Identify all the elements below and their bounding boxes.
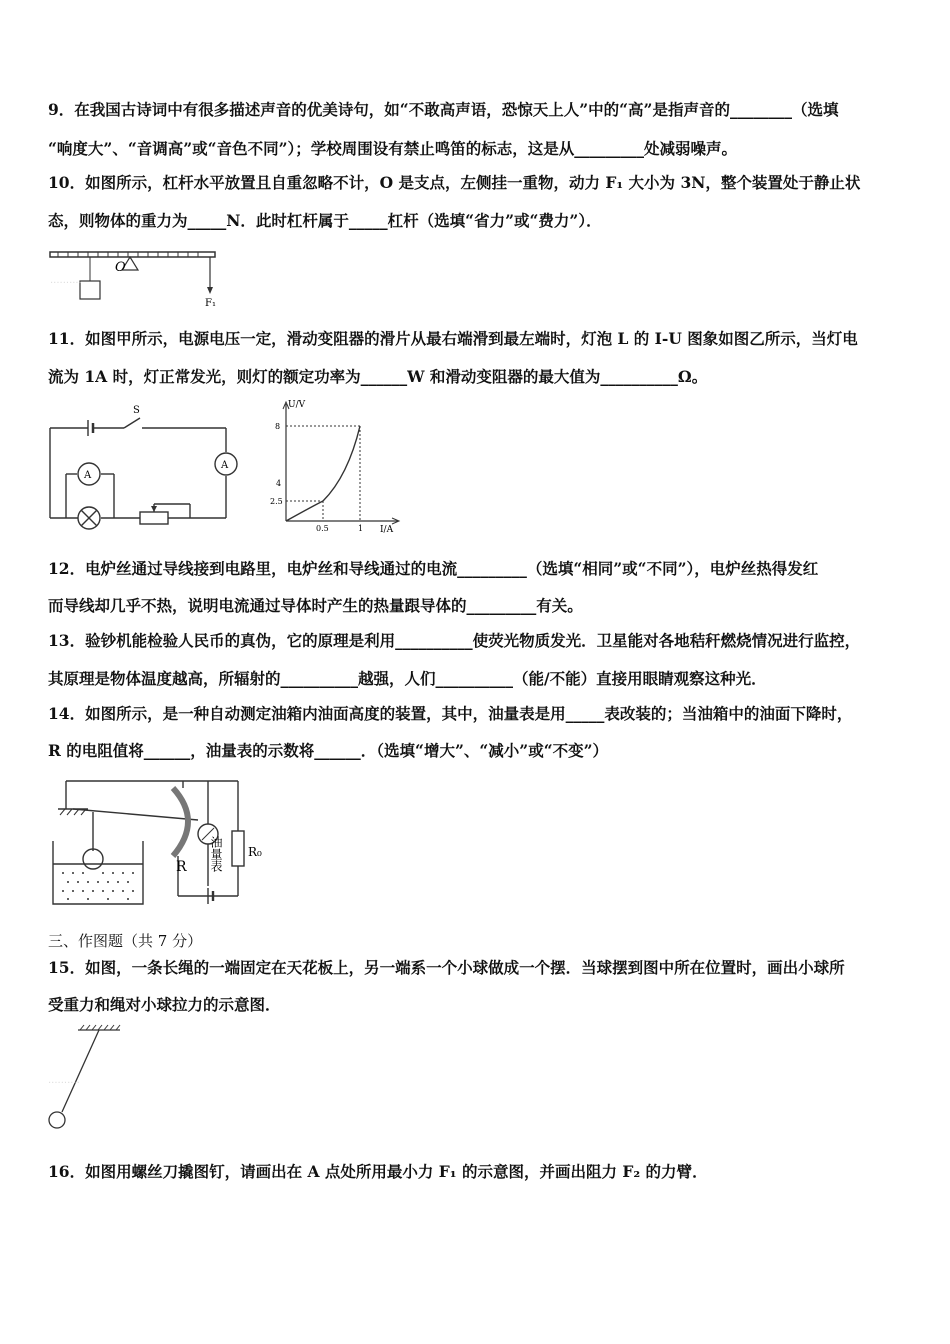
lever-bar [50,252,215,257]
r-label: R [176,859,187,875]
q14-line2: R 的电阻值将______，油量表的示数将______．（选填“增大”、“减小”或“不变”） [48,741,609,760]
pivot-label: O [115,260,126,275]
ammeter-label-1: A [84,470,92,481]
x-axis-label: I/A [380,525,394,535]
y-tick-8: 8 [275,422,281,431]
force-label: F₁ [205,298,216,309]
pendulum-figure [40,1024,140,1134]
switch-label: S [133,405,140,416]
section-3-title: 三、作图题（共 7 分） [48,932,203,950]
lever-figure [48,244,223,314]
r0-label: R₀ [248,845,262,859]
y-axis-label: U/V [288,400,306,410]
q10-line2: 态，则物体的重力为_____N．此时杠杆属于_____杠杆（选填“省力”或“费力”）． [48,211,602,230]
q16-line1: 16．如图用螺丝刀撬图钉，请画出在 A 点处所用最小力 F₁ 的示意图，并画出阻力 F₂ 的力臂． [48,1162,708,1181]
q15-line1: 15．如图，一条长绳的一端固定在天花板上，另一端系一个小球做成一个摆．当球摆到图中所在位置时，画出小球所 [48,958,845,977]
q12-line1: 12．电炉丝通过导线接到电路里，电炉丝和导线通过的电流_________（选填“相同”或“不同”），电炉丝热得发红 [48,559,819,578]
q13-line1: 13．验钞机能检验人民币的真伪，它的原理是利用__________使荧光物质发光．卫星能对各地秸秆燃烧情况进行监控， [48,631,861,650]
q9-line2: “响度大”、“音调高”或“音色不同”）；学校周围设有禁止鸣笛的标志，这是从_________处减弱噪声。 [48,139,737,158]
q13-line2: 其原理是物体温度越高，所辐射的__________越强，人们__________（能/不能）直接用眼睛观察这种光． [48,669,767,688]
q9-line1: 9．在我国古诗词中有很多描述声音的优美诗句，如“不敢高声语，恐惊天上人”中的“高”是指声音的________（选填 [48,100,839,119]
q10-line1: 10．如图所示，杠杆水平放置且自重忽略不计，O 是支点，左侧挂一重物，动力 F₁ 大小为 3N，整个装置处于静止状 [48,173,861,192]
force-arrow [207,287,213,294]
q11-line2: 流为 1A 时，灯正常发光，则灯的额定功率为______W 和滑动变阻器的最大值为__________Ω。 [48,367,708,386]
q11-line1: 11．如图甲所示，电源电压一定，滑动变阻器的滑片从最右端滑到最左端时，灯泡 L 的 I-U 图象如图乙所示，当灯电 [48,329,858,348]
q15-line2: 受重力和绳对小球拉力的示意图． [48,995,281,1014]
q12-line2: 而导线却几乎不热，说明电流通过导体时产生的热量跟导体的_________有关。 [48,596,583,615]
oil-meter-label: 油量表 [209,836,223,872]
ammeter-label-2: A [221,460,229,471]
circuit-figure [48,400,248,530]
svg-text:··········: ·········· [48,1078,80,1089]
y-tick-4: 4 [276,479,282,488]
pendulum-string [62,1030,99,1112]
y-tick-2-5: 2.5 [270,497,283,506]
svg-text:··········: ·········· [50,278,82,289]
iu-graph-figure [268,396,408,536]
pendulum-ball [49,1112,65,1128]
x-tick-0-5: 0.5 [316,524,329,533]
q14-line1: 14．如图所示，是一种自动测定油箱内油面高度的装置，其中，油量表是用_____表改装的；当油箱中的油面下降时， [48,704,853,723]
weight-box [80,281,100,299]
x-tick-1: 1 [358,524,364,533]
oil-tank-figure [48,776,278,911]
